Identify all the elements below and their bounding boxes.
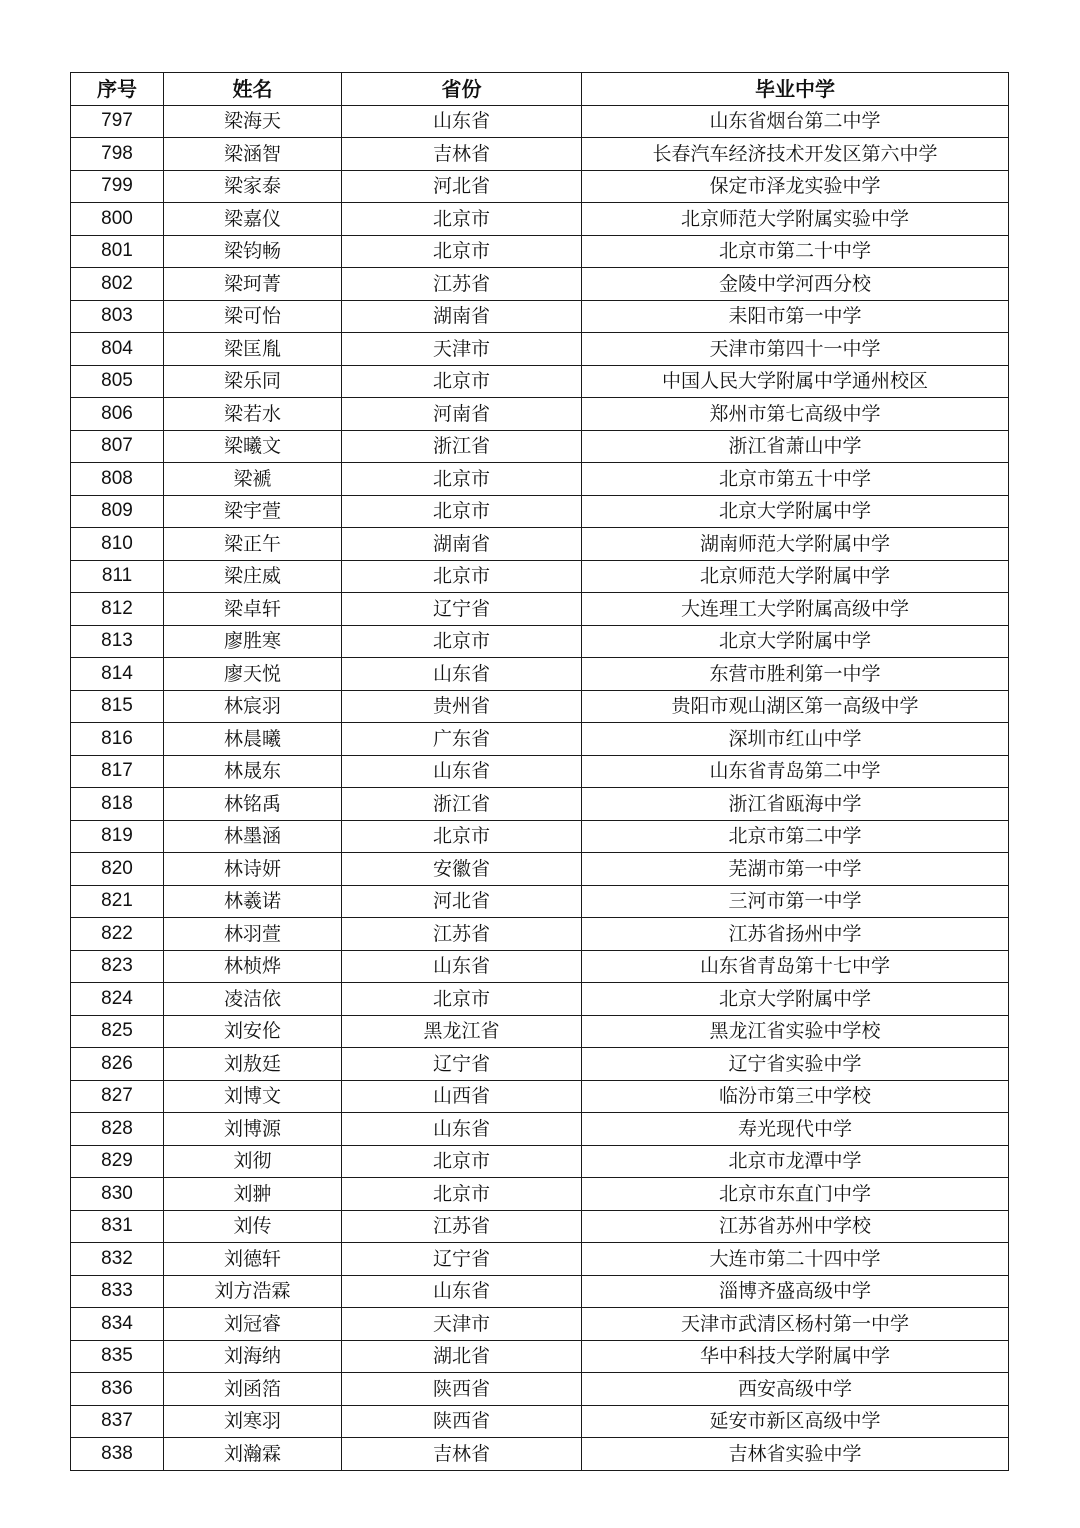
cell-school: 北京师范大学附属实验中学	[582, 203, 1009, 236]
table-row	[71, 1113, 1009, 1146]
cell-province: 北京市	[342, 203, 582, 236]
cell-name: 梁匡胤	[164, 333, 342, 366]
cell-school: 江苏省苏州中学校	[582, 1210, 1009, 1243]
table-row	[71, 203, 1009, 236]
cell-no: 814	[71, 658, 164, 691]
cell-name: 林宸羽	[164, 690, 342, 723]
cell-name: 刘安伦	[164, 1015, 342, 1048]
cell-no: 811	[71, 560, 164, 593]
cell-name: 梁宇萱	[164, 495, 342, 528]
cell-province: 山东省	[342, 755, 582, 788]
cell-province: 河北省	[342, 170, 582, 203]
cell-name: 梁正午	[164, 528, 342, 561]
cell-province: 湖北省	[342, 1340, 582, 1373]
cell-no: 836	[71, 1373, 164, 1406]
cell-school: 西安高级中学	[582, 1373, 1009, 1406]
cell-province: 黑龙江省	[342, 1015, 582, 1048]
table-row	[71, 138, 1009, 171]
cell-no: 816	[71, 723, 164, 756]
cell-name: 林羲诺	[164, 885, 342, 918]
table-row	[71, 690, 1009, 723]
cell-name: 刘传	[164, 1210, 342, 1243]
cell-school: 华中科技大学附属中学	[582, 1340, 1009, 1373]
cell-province: 辽宁省	[342, 1048, 582, 1081]
cell-school: 金陵中学河西分校	[582, 268, 1009, 301]
cell-school: 耒阳市第一中学	[582, 300, 1009, 333]
cell-school: 北京市第二十中学	[582, 235, 1009, 268]
table-row	[71, 625, 1009, 658]
cell-school: 北京市龙潭中学	[582, 1145, 1009, 1178]
cell-province: 江苏省	[342, 918, 582, 951]
table-row	[71, 495, 1009, 528]
cell-no: 827	[71, 1080, 164, 1113]
table-row	[71, 1405, 1009, 1438]
cell-name: 刘博文	[164, 1080, 342, 1113]
cell-school: 浙江省瓯海中学	[582, 788, 1009, 821]
cell-name: 林墨涵	[164, 820, 342, 853]
cell-province: 陕西省	[342, 1405, 582, 1438]
cell-province: 北京市	[342, 1145, 582, 1178]
table-row	[71, 1243, 1009, 1276]
cell-school: 郑州市第七高级中学	[582, 398, 1009, 431]
cell-no: 815	[71, 690, 164, 723]
cell-school: 贵阳市观山湖区第一高级中学	[582, 690, 1009, 723]
cell-no: 819	[71, 820, 164, 853]
cell-province: 河北省	[342, 885, 582, 918]
cell-school: 临汾市第三中学校	[582, 1080, 1009, 1113]
cell-school: 大连市第二十四中学	[582, 1243, 1009, 1276]
cell-province: 辽宁省	[342, 1243, 582, 1276]
cell-name: 刘博源	[164, 1113, 342, 1146]
cell-no: 799	[71, 170, 164, 203]
cell-name: 林铭禹	[164, 788, 342, 821]
cell-province: 山东省	[342, 658, 582, 691]
table-row	[71, 463, 1009, 496]
cell-province: 天津市	[342, 333, 582, 366]
cell-no: 837	[71, 1405, 164, 1438]
cell-no: 813	[71, 625, 164, 658]
cell-school: 辽宁省实验中学	[582, 1048, 1009, 1081]
cell-name: 梁钧畅	[164, 235, 342, 268]
cell-province: 山东省	[342, 105, 582, 138]
table-row	[71, 1080, 1009, 1113]
cell-no: 808	[71, 463, 164, 496]
table-row	[71, 1145, 1009, 1178]
header-name: 姓名	[164, 73, 342, 106]
cell-name: 梁曦文	[164, 430, 342, 463]
cell-name: 刘德轩	[164, 1243, 342, 1276]
cell-province: 贵州省	[342, 690, 582, 723]
cell-province: 浙江省	[342, 430, 582, 463]
cell-province: 浙江省	[342, 788, 582, 821]
table-row	[71, 658, 1009, 691]
cell-school: 东营市胜利第一中学	[582, 658, 1009, 691]
cell-name: 林羽萱	[164, 918, 342, 951]
cell-school: 寿光现代中学	[582, 1113, 1009, 1146]
table-row	[71, 268, 1009, 301]
cell-province: 湖南省	[342, 300, 582, 333]
cell-province: 江苏省	[342, 1210, 582, 1243]
cell-school: 江苏省扬州中学	[582, 918, 1009, 951]
table-row	[71, 398, 1009, 431]
cell-name: 梁涵智	[164, 138, 342, 171]
cell-name: 凌洁依	[164, 983, 342, 1016]
cell-school: 黑龙江省实验中学校	[582, 1015, 1009, 1048]
cell-school: 芜湖市第一中学	[582, 853, 1009, 886]
cell-name: 梁庄威	[164, 560, 342, 593]
cell-school: 北京市第二中学	[582, 820, 1009, 853]
cell-province: 北京市	[342, 1178, 582, 1211]
cell-no: 818	[71, 788, 164, 821]
cell-name: 刘方浩霖	[164, 1275, 342, 1308]
cell-no: 824	[71, 983, 164, 1016]
cell-school: 三河市第一中学	[582, 885, 1009, 918]
table-row	[71, 1340, 1009, 1373]
table-row	[71, 918, 1009, 951]
cell-school: 山东省烟台第二中学	[582, 105, 1009, 138]
roster-body	[71, 105, 1009, 1470]
header-row	[71, 73, 1009, 106]
cell-no: 823	[71, 950, 164, 983]
cell-no: 817	[71, 755, 164, 788]
table-row	[71, 1048, 1009, 1081]
cell-no: 797	[71, 105, 164, 138]
cell-no: 834	[71, 1308, 164, 1341]
cell-name: 刘寒羽	[164, 1405, 342, 1438]
cell-no: 829	[71, 1145, 164, 1178]
table-row	[71, 1210, 1009, 1243]
cell-school: 长春汽车经济技术开发区第六中学	[582, 138, 1009, 171]
cell-no: 810	[71, 528, 164, 561]
cell-school: 中国人民大学附属中学通州校区	[582, 365, 1009, 398]
cell-no: 801	[71, 235, 164, 268]
cell-no: 805	[71, 365, 164, 398]
cell-school: 北京师范大学附属中学	[582, 560, 1009, 593]
cell-no: 812	[71, 593, 164, 626]
cell-no: 807	[71, 430, 164, 463]
cell-no: 831	[71, 1210, 164, 1243]
cell-province: 北京市	[342, 365, 582, 398]
cell-no: 803	[71, 300, 164, 333]
cell-no: 800	[71, 203, 164, 236]
cell-name: 林晟东	[164, 755, 342, 788]
cell-school: 吉林省实验中学	[582, 1438, 1009, 1471]
cell-school: 山东省青岛第十七中学	[582, 950, 1009, 983]
roster-sheet	[70, 72, 1008, 1471]
header-no: 序号	[71, 73, 164, 106]
cell-province: 陕西省	[342, 1373, 582, 1406]
cell-school: 北京大学附属中学	[582, 983, 1009, 1016]
cell-province: 湖南省	[342, 528, 582, 561]
cell-school: 延安市新区高级中学	[582, 1405, 1009, 1438]
cell-school: 浙江省萧山中学	[582, 430, 1009, 463]
cell-province: 吉林省	[342, 1438, 582, 1471]
cell-province: 北京市	[342, 625, 582, 658]
cell-name: 廖天悦	[164, 658, 342, 691]
cell-name: 梁家泰	[164, 170, 342, 203]
cell-province: 安徽省	[342, 853, 582, 886]
header-school: 毕业中学	[582, 73, 1009, 106]
cell-name: 林晨曦	[164, 723, 342, 756]
table-row	[71, 593, 1009, 626]
table-row	[71, 365, 1009, 398]
cell-school: 天津市第四十一中学	[582, 333, 1009, 366]
cell-no: 825	[71, 1015, 164, 1048]
cell-province: 江苏省	[342, 268, 582, 301]
table-row	[71, 430, 1009, 463]
table-row	[71, 333, 1009, 366]
cell-no: 809	[71, 495, 164, 528]
cell-name: 梁乐同	[164, 365, 342, 398]
cell-province: 北京市	[342, 495, 582, 528]
cell-school: 北京大学附属中学	[582, 625, 1009, 658]
table-row	[71, 885, 1009, 918]
cell-province: 河南省	[342, 398, 582, 431]
cell-no: 830	[71, 1178, 164, 1211]
cell-school: 北京市第五十中学	[582, 463, 1009, 496]
cell-no: 804	[71, 333, 164, 366]
cell-no: 820	[71, 853, 164, 886]
cell-school: 北京大学附属中学	[582, 495, 1009, 528]
cell-province: 北京市	[342, 983, 582, 1016]
cell-no: 832	[71, 1243, 164, 1276]
table-row	[71, 1373, 1009, 1406]
cell-no: 822	[71, 918, 164, 951]
table-row	[71, 1438, 1009, 1471]
table-row	[71, 950, 1009, 983]
cell-name: 廖胜寒	[164, 625, 342, 658]
cell-province: 北京市	[342, 820, 582, 853]
table-row	[71, 1178, 1009, 1211]
cell-province: 山西省	[342, 1080, 582, 1113]
cell-name: 梁褫	[164, 463, 342, 496]
roster-table	[70, 72, 1009, 1471]
cell-name: 刘翀	[164, 1178, 342, 1211]
cell-name: 林桢烨	[164, 950, 342, 983]
table-row	[71, 105, 1009, 138]
cell-name: 林诗妍	[164, 853, 342, 886]
cell-no: 833	[71, 1275, 164, 1308]
table-row	[71, 755, 1009, 788]
cell-no: 806	[71, 398, 164, 431]
cell-school: 北京市东直门中学	[582, 1178, 1009, 1211]
table-row	[71, 723, 1009, 756]
cell-school: 淄博齐盛高级中学	[582, 1275, 1009, 1308]
cell-province: 北京市	[342, 235, 582, 268]
table-row	[71, 788, 1009, 821]
cell-name: 梁嘉仪	[164, 203, 342, 236]
cell-school: 天津市武清区杨村第一中学	[582, 1308, 1009, 1341]
cell-no: 835	[71, 1340, 164, 1373]
table-row	[71, 1015, 1009, 1048]
cell-school: 保定市泽龙实验中学	[582, 170, 1009, 203]
cell-province: 辽宁省	[342, 593, 582, 626]
cell-province: 广东省	[342, 723, 582, 756]
cell-school: 湖南师范大学附属中学	[582, 528, 1009, 561]
cell-school: 山东省青岛第二中学	[582, 755, 1009, 788]
cell-no: 802	[71, 268, 164, 301]
table-row	[71, 1308, 1009, 1341]
table-row	[71, 853, 1009, 886]
cell-name: 梁若水	[164, 398, 342, 431]
cell-no: 838	[71, 1438, 164, 1471]
cell-province: 山东省	[342, 1275, 582, 1308]
cell-name: 梁珂菁	[164, 268, 342, 301]
cell-name: 刘函箔	[164, 1373, 342, 1406]
cell-name: 刘瀚霖	[164, 1438, 342, 1471]
cell-name: 刘彻	[164, 1145, 342, 1178]
cell-province: 北京市	[342, 463, 582, 496]
cell-no: 828	[71, 1113, 164, 1146]
cell-name: 梁卓轩	[164, 593, 342, 626]
cell-no: 826	[71, 1048, 164, 1081]
table-row	[71, 235, 1009, 268]
cell-province: 北京市	[342, 560, 582, 593]
cell-name: 梁海天	[164, 105, 342, 138]
cell-name: 梁可怡	[164, 300, 342, 333]
table-row	[71, 820, 1009, 853]
cell-school: 深圳市红山中学	[582, 723, 1009, 756]
cell-province: 山东省	[342, 950, 582, 983]
cell-name: 刘敖廷	[164, 1048, 342, 1081]
table-row	[71, 528, 1009, 561]
table-row	[71, 300, 1009, 333]
cell-province: 天津市	[342, 1308, 582, 1341]
cell-school: 大连理工大学附属高级中学	[582, 593, 1009, 626]
cell-name: 刘冠睿	[164, 1308, 342, 1341]
table-row	[71, 1275, 1009, 1308]
cell-province: 山东省	[342, 1113, 582, 1146]
cell-no: 798	[71, 138, 164, 171]
table-row	[71, 983, 1009, 1016]
table-row	[71, 170, 1009, 203]
cell-no: 821	[71, 885, 164, 918]
header-province: 省份	[342, 73, 582, 106]
cell-province: 吉林省	[342, 138, 582, 171]
cell-name: 刘海纳	[164, 1340, 342, 1373]
table-row	[71, 560, 1009, 593]
